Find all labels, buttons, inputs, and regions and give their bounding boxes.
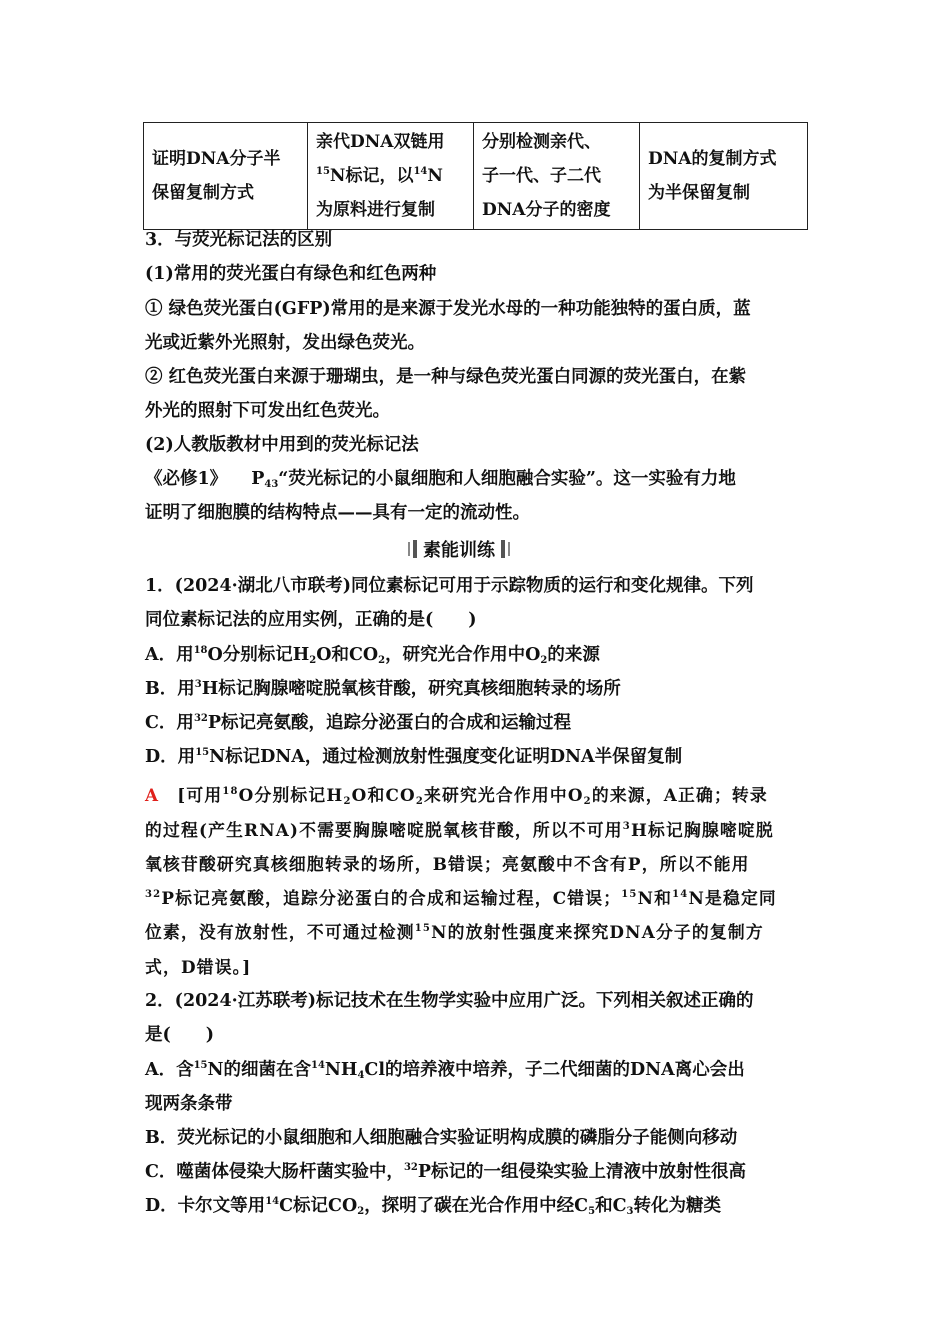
banner-right-bars [501, 540, 510, 558]
paragraph: ① 绿色荧光蛋白(GFP)常用的是来源于发光水母的一种功能独特的蛋白质，蓝 [145, 299, 751, 319]
option-d: D．卡尔文等用$^{14}$C标记$CO_2$，探明了碳在光合作用中经$C_5$和$C_3$转化为糖类 [145, 1196, 721, 1217]
option-b: B．荧光标记的小鼠细胞和人细胞融合实验证明构成膜的磷脂分子能侧向移动 [145, 1128, 738, 1148]
answer-letter: A [145, 785, 160, 805]
answer-line: 的过程(产生RNA)不需要胸腺嘧啶脱氧核苷酸，所以不可用$^3$H标记胸腺嘧啶脱 [145, 820, 774, 840]
option-b: B．用$^3$H标记胸腺嘧啶脱氧核苷酸，研究真核细胞转录的场所 [145, 679, 621, 699]
page-ref: P [251, 469, 265, 489]
option-c: C．噬菌体侵染大肠杆菌实验中，$^{32}$P标记的一组侵染实验上清液中放射性很高 [145, 1162, 747, 1182]
question-stem: 1．(2024·湖北八市联考)同位素标记可用于示踪物质的运行和变化规律。下列 [145, 576, 754, 596]
answer-line: 位素，没有放射性，不可通过检测$^{15}$N的放射性强度来探究DNA分子的复制方 [145, 922, 764, 942]
paragraph: (2)人教版教材中用到的荧光标记法 [145, 435, 419, 455]
page-ref-num: 43 [264, 479, 279, 490]
banner-left-bars [408, 540, 417, 558]
answer-line: 氧核苷酸研究真核细胞转录的场所，B错误；亮氨酸中不含有P，所以不能用 [145, 854, 750, 874]
table-row [144, 123, 808, 230]
paragraph: ② 红色荧光蛋白来源于珊瑚虫，是一种与绿色荧光蛋白同源的荧光蛋白，在紫 [145, 367, 747, 387]
option-a: A．用$^{18}$O分别标记$H_2O$和$CO_2$，研究光合作用中$O_2$的来源 [145, 645, 600, 666]
answer-line: 式，D错误。] [145, 957, 252, 977]
table-cell: 证明DNA分子半 保留复制方式 [144, 123, 308, 230]
table-cell: DNA的复制方式 为半保留复制 [640, 123, 808, 230]
paragraph [145, 467, 736, 491]
question-stem: 是( ) [145, 1025, 215, 1045]
option-a: A．含$^{15}$N的细菌在含$^{14}NH_4Cl$的培养液中培养，子二代细菌的DNA离心会出 [145, 1060, 745, 1081]
experiment-table [143, 122, 808, 230]
section-banner [408, 536, 510, 562]
paragraph: 光或近紫外光照射，发出绿色荧光。 [145, 333, 425, 353]
table-cell: 分别检测亲代、 子一代、子二代 DNA分子的密度 [474, 123, 640, 230]
book-name: 《必修1》 [145, 469, 228, 489]
question-stem: 2．(2024·江苏联考)标记技术在生物学实验中应用广泛。下列相关叙述正确的 [145, 991, 754, 1011]
option-d: D．用$^{15}$N标记DNA，通过检测放射性强度变化证明DNA半保留复制 [145, 747, 683, 767]
question-stem: 同位素标记法的应用实例，正确的是( ) [145, 610, 477, 630]
answer-line: A [可用$^{18}$O分别标记$H_2O$和$CO_2$来研究光合作用中$O_2$的来源，A正确；转录 [145, 785, 768, 807]
paragraph: (1)常用的荧光蛋白有绿色和红色两种 [145, 264, 437, 284]
paragraph: 外光的照射下可发出红色荧光。 [145, 401, 390, 421]
banner-title: 素能训练 [423, 540, 495, 561]
option-c: C．用$^{32}$P标记亮氨酸，追踪分泌蛋白的合成和运输过程 [145, 713, 572, 733]
answer-line: $^{32}$P标记亮氨酸，追踪分泌蛋白的合成和运输过程，C错误；$^{15}$N和$^{14}$N是稳定同 [145, 888, 777, 908]
section-heading: 3．与荧光标记法的区别 [145, 230, 333, 250]
paragraph: 证明了细胞膜的结构特点——具有一定的流动性。 [145, 503, 530, 523]
table-cell: 亲代DNA双链用 $^{15}$N标记，以$^{14}$N 为原料进行复制 [308, 123, 474, 230]
option-a-cont: 现两条条带 [145, 1094, 233, 1114]
paragraph-text: “荧光标记的小鼠细胞和人细胞融合实验”。这一实验有力地 [278, 469, 736, 489]
